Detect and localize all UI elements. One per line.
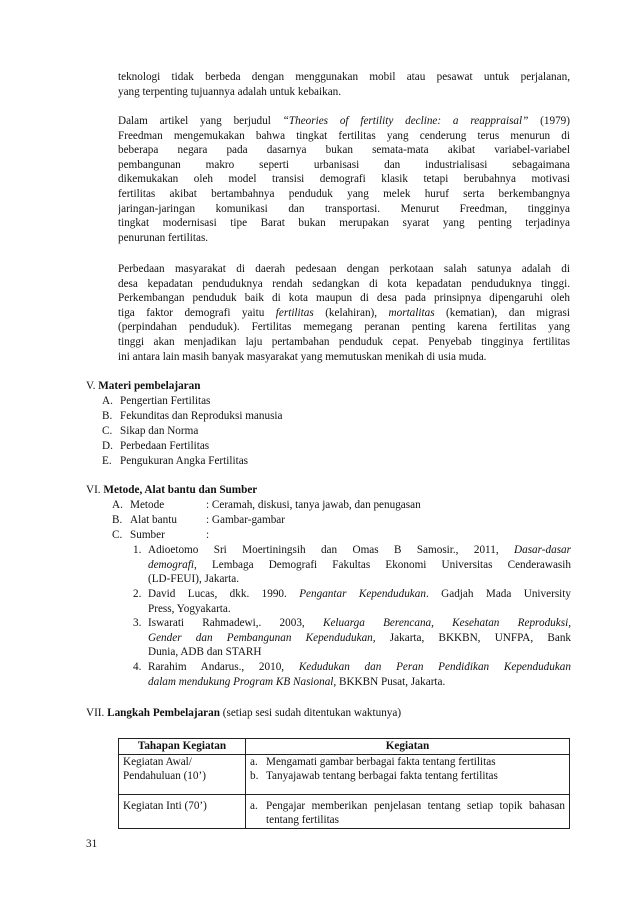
item-value: :	[206, 529, 210, 541]
section-title: Metode, Alat bantu dan Sumber	[103, 484, 258, 496]
page-number: 31	[86, 838, 98, 850]
text-line: (perpindahan penduduk). Fertilitas memegang peranan penting karena fertilitas yang	[118, 321, 570, 334]
activity-cell	[246, 794, 570, 828]
item-value: : Ceramah, diskusi, tanya jawab, dan penugasan	[206, 499, 421, 511]
text-line	[148, 543, 571, 558]
text-line	[148, 616, 571, 631]
sumber-row	[112, 528, 209, 543]
item-label: a.	[250, 755, 258, 768]
book-title: Pengantar Kependudukan	[299, 588, 426, 600]
item-label: D.	[102, 440, 113, 452]
text-line: jaringan-jaringan komunikasi dan transportasi. Menurut Freedman, tingginya	[118, 202, 570, 215]
text-run: Dalam artikel yang berjudul	[118, 115, 283, 127]
text-line: pembangunan makro seperti urbanisasi dan industrialisasi sebagaimana	[118, 158, 570, 171]
book-title: Dasar-dasar	[514, 544, 571, 556]
text-line: penurunan fertilitas.	[118, 231, 209, 244]
stage-text: Kegiatan Awal/	[123, 755, 192, 768]
stage-cell	[119, 794, 246, 828]
text-run: Iswarati Rahmadewi,. 2003,	[148, 617, 323, 629]
text-run: tiga faktor demografi yaitu	[118, 306, 276, 319]
text-line: beberapa negara pada dasarnya bukan semata-mata akibat variabel-variabel	[118, 144, 570, 157]
term-fertilitas: fertilitas	[275, 306, 314, 319]
column-header: Kegiatan	[246, 739, 570, 755]
list-item	[102, 394, 210, 409]
text-run: Rarahim Andarus., 2010,	[148, 661, 299, 673]
learning-steps-table	[118, 738, 570, 829]
list-item	[102, 409, 283, 424]
text-line	[148, 660, 571, 675]
section-vii-heading	[86, 706, 401, 721]
item-text: Pengertian Fertilitas	[120, 395, 211, 407]
text-line: yang terpenting tujuannya adalah untuk kebaikan.	[118, 85, 342, 98]
text-line: dikemukakan oleh model transisi demografi klasik tetapi berubahnya motivasi	[118, 173, 570, 186]
reference-number: 3.	[133, 617, 142, 629]
item-label: C.	[112, 529, 123, 541]
text-line: Perbedaan masyarakat di daerah pedesaan dengan perkotaan salah satunya adalah di	[118, 263, 570, 275]
item-name: Sumber	[130, 529, 165, 541]
reference-item	[133, 543, 571, 587]
section-number: VII.	[86, 707, 105, 719]
activity-item	[250, 769, 565, 784]
stage-cell	[119, 754, 246, 794]
activity-cell	[246, 754, 570, 794]
text-line	[118, 306, 570, 321]
text-line: fertilitas akibat bertambahnya penduduk yang melek huruf serta berkembangnya	[118, 187, 570, 200]
section-number: VI.	[86, 484, 101, 496]
book-title: Gender dan Pembangunan Kependudukan,	[148, 631, 376, 644]
activity-item	[250, 755, 565, 770]
section-number: V.	[86, 380, 96, 392]
item-text: Sikap dan Norma	[120, 425, 199, 437]
reference-item	[133, 616, 571, 660]
section-note: (setiap sesi sudah ditentukan waktunya)	[219, 707, 402, 719]
item-label: A.	[102, 395, 113, 407]
item-label: B.	[112, 514, 123, 526]
stage-text: Pendahuluan (10’)	[123, 770, 206, 783]
text-run: . Gadjah Mada University	[425, 588, 571, 600]
text-run: Jakarta, BKKBN, UNFPA, Bank	[375, 631, 571, 644]
item-text: Mengamati gambar berbagai fakta tentang fertilitas	[266, 755, 496, 768]
item-name: Metode	[130, 499, 165, 511]
section-v-heading	[86, 379, 200, 394]
item-text: Perbedaan Fertilitas	[120, 440, 210, 452]
text-line: Dunia, ADB dan STARH	[148, 646, 262, 659]
stage-text: Kegiatan Inti (70’)	[123, 799, 207, 812]
text-line: teknologi tidak berbeda dengan menggunakan mobil atau pesawat untuk perjalanan,	[118, 71, 570, 83]
column-header: Tahapan Kegiatan	[119, 739, 246, 755]
section-title: Materi pembelajaran	[98, 380, 201, 392]
text-line: Perkembangan penduduk baik di kota maupun di desa pada prinsipnya dipengaruhi oleh	[118, 292, 570, 305]
reference-item	[133, 587, 571, 616]
book-title: demografi	[148, 558, 194, 571]
text-run: Adioetomo Sri Moertiningsih dan Omas B Samosir., 2011,	[148, 544, 515, 556]
text-run: BKKBN Pusat, Jakarta.	[336, 675, 446, 688]
item-text: Tanyajawab tentang berbagai fakta tentang fertilitas	[266, 770, 498, 783]
alat-bantu-row	[112, 513, 285, 528]
text-line: tinggi akan menjadikan laju pertambahan penduduk cepat. Penyebab tingginya fertilitas	[118, 335, 570, 348]
table-row	[119, 794, 570, 828]
text-line: desa kepadatan penduduknya rendah sedangkan di kota kepadatan penduduknya tinggi.	[118, 277, 570, 290]
book-title: Kedudukan dan Peran Pendidikan Kependudukan	[298, 661, 571, 673]
text-line: tingkat modernisasi tipe Barat bukan merupakan syarat yang penting terjadinya	[118, 217, 570, 230]
text-line	[148, 675, 571, 690]
text-line: Freedman mengemukakan bahwa tingkat fertilitas yang cenderung terus menurun di	[118, 129, 570, 142]
text-run: (1979)	[528, 115, 570, 127]
item-label: B.	[102, 410, 113, 422]
activity-item	[250, 799, 565, 828]
term-mortalitas: mortalitas	[388, 306, 435, 319]
item-name: Alat bantu	[130, 514, 177, 526]
reference-number: 1.	[133, 544, 142, 556]
article-title: “Theories of fertility decline: a reappraisal”	[282, 115, 529, 127]
item-text: Pengajar memberikan penjelasan tentang setiap topik bahasan tentang fertilitas	[266, 799, 565, 827]
item-label: C.	[102, 425, 113, 437]
text-line: Press, Yogyakarta.	[148, 602, 231, 615]
text-run: (kematian), dan migrasi	[434, 306, 570, 319]
reference-item	[133, 660, 571, 689]
book-title: Keluarga Berencana, Kesehatan Reproduksi,	[322, 617, 571, 629]
text-run: , Lembaga Demografi Fakultas Ekonomi Universitas Cenderawasih	[194, 558, 571, 571]
text-line	[148, 631, 571, 646]
text-line	[118, 114, 570, 129]
item-value: : Gambar-gambar	[206, 514, 285, 526]
item-text: Pengukuran Angka Fertilitas	[120, 455, 249, 467]
item-text: Fekunditas dan Reproduksi manusia	[120, 410, 283, 422]
text-run: David Lucas, dkk. 1990.	[148, 588, 300, 600]
text-line: ini antara lain masih banyak masyarakat yang memutuskan menikah di usia muda.	[118, 350, 487, 363]
reference-number: 2.	[133, 588, 142, 600]
list-item	[102, 454, 248, 469]
intro-paragraph	[118, 70, 570, 99]
freedman-paragraph	[118, 114, 570, 245]
reference-number: 4.	[133, 661, 142, 673]
text-line	[148, 587, 571, 602]
text-line	[148, 558, 571, 573]
text-line: (LD-FEUI), Jakarta.	[148, 573, 240, 586]
text-run: (kelahiran),	[313, 306, 389, 319]
item-label: b.	[250, 770, 259, 783]
item-label: E.	[102, 455, 112, 467]
item-label: a.	[250, 799, 258, 812]
perbedaan-paragraph	[118, 262, 570, 364]
item-label: A.	[112, 499, 123, 511]
book-title: dalam mendukung Program KB Nasional,	[148, 675, 337, 688]
table-row	[119, 754, 570, 794]
metode-row	[112, 498, 421, 513]
list-item	[102, 424, 198, 439]
section-title: Langkah Pembelajaran	[107, 707, 220, 719]
table-header-row	[119, 739, 570, 755]
section-vi-heading	[86, 483, 257, 498]
list-item	[102, 439, 209, 454]
